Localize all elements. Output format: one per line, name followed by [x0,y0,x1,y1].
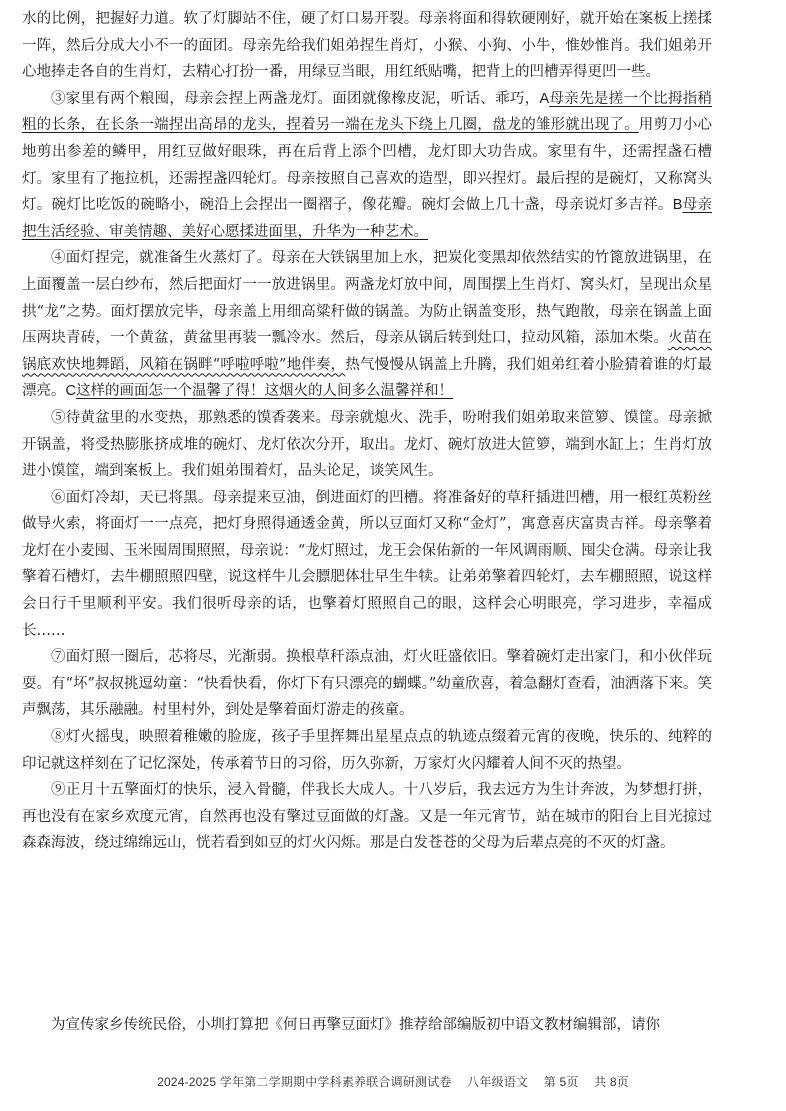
wavy-underlined-sentence: 火苗在锅底欢快地舞蹈，风箱在锅畔“呼啦呼啦”地伴奏， [22,330,713,373]
marker-c: C [65,383,76,400]
paragraph-4-text-b: 热气慢慢从锅盖上升腾，我们姐弟红着小脸猜着谁的灯最漂亮。 [22,356,712,400]
paragraph-3-text-a: ③家里有两个粮囤，母亲会捏上两盏龙灯。面团就像橡皮泥，听话、乖巧， [51,90,540,107]
footer-page-number: 第 5页 [543,1075,579,1089]
paragraph-8: ⑧灯火摇曳，映照着稚嫩的脸庞，孩子手里挥舞出星星点点的轨迹点缀着元宵的夜晚，快乐的、纯粹的印记就这样刻在了记忆深处，传承着节日的习俗，历久弥新，万家灯火闪耀着人间不灭的热望。 [22,729,712,772]
reading-passage [22,6,712,857]
footer-total-pages: 共 8页 [594,1075,629,1089]
underlined-sentence-a: 母亲先是搓一个比拇指稍粗的长条，在长条一端捏出高昂的龙头，捏着另一端在龙头下绕上几圈，盘龙的雏形就出现了。 [22,90,713,134]
paragraph-4-text-a: ④面灯捏完，就准备生火蒸灯了。母亲在大铁锅里加上水，把炭化变黑却依然结实的竹篦放进锅里，在上面覆盖一层白纱布，然后把面灯一一放进锅里。两盏龙灯放中间，周围摆上生肖灯、窝头灯，呈现出众星拱“龙”之势。面灯摆放完毕，母亲盖上用细高粱秆做的锅盖。为防止锅盖变形，热气跑散，母亲在锅盖上面压两块青砖，一个黄盆，黄盆里再装一瓢冷水。然后，母亲从锅后转到灶口，拉动风箱，添加木柴。 [22,250,712,347]
marker-a: A [539,90,550,107]
paragraph-7: ⑦面灯照一圈后，芯将尽，光渐弱。换根草秆添点油，灯火旺盛依旧。擎着碗灯走出家门，和小伙伴玩耍。有“坏”叔叔挑逗幼童：“快看快看，你灯下有只漂亮的蝴蝶。”幼童欣喜，着急翻灯查看，油洒落下来。笑声飘荡，其乐融融。村里村外，到处是擎着面灯游走的孩童。 [22,649,712,719]
underlined-sentence-b: 母亲把生活经验、审美情趣、美好心愿揉进面里，升华为一种艺术。 [22,197,713,240]
paragraph-6: ⑥面灯冷却，天已将黑。母亲提来豆油，倒进面灯的凹槽。将准备好的草秆插进凹槽，用一根红英粉丝做导火索，将面灯一一点亮，把灯身照得通透金黄，所以豆面灯又称“金灯”，寓意喜庆富贵吉祥。母亲擎着龙灯在小麦囤、玉米囤周围照照，母亲说：“龙灯照过，龙王会保佑新的一年风调雨顺、囤尖仓满。母亲让我擎着石槽灯，去牛棚照照四壁，说这样牛儿会膘肥体壮早生牛犊。让弟弟擎着四轮灯，去车棚照照，说这样会日行千里顺利平安。我们很听母亲的话，也擎着灯照照自己的眼，这样会心明眼亮，学习进步，幸福成长…… [22,489,712,639]
footer-exam-title: 2024-2025 学年第二学期期中学科素养联合调研测试卷 [157,1075,452,1089]
footer-subject: 八年级语文 [467,1075,529,1089]
underlined-sentence-c: 这样的画面怎一个温馨了得！这烟火的人间多么温馨祥和！ [75,383,453,400]
page-footer [0,1073,786,1090]
paragraph-9: ⑨正月十五擎面灯的快乐，浸入骨髓，伴我长大成人。十八岁后，我去远方为生计奔波，为梦想打拼，再也没有在家乡欢度元宵，自然再也没有擎过豆面做的灯盏。又是一年元宵节，站在城市的阳台上目光掠过森森海波，绕过绵绵远山，恍若看到如豆的灯火闪烁。那是白发苍苍的父母为后辈点亮的不灭的灯盏。 [22,782,712,852]
paragraph-3-text-b: 用剪刀小心地剪出参差的鳞甲，用红豆做好眼珠，再在后背上添个凹槽，龙灯即大功告成。家里有牛，还需捏盏石槽灯。家里有了拖拉机，还需捏盏四轮灯。母亲按照自己喜欢的造型，即兴捏灯。最后捏的是碗灯，又称窝头灯。碗灯比吃饭的碗略小，碗沿上会捏出一圈褶子，像花瓣。碗灯会做上几十盏，母亲说灯多吉祥。 [22,117,713,214]
paragraph-3 [22,86,712,246]
question-prompt: 为宣传家乡传统民俗，小圳打算把《何日再擎豆面灯》推荐给部编版初中语文教材编辑部，请你 [51,1017,660,1033]
paragraph-4 [22,245,712,405]
marker-b: B [672,197,683,214]
paragraph-continued: 水的比例，把握好力道。软了灯脚站不住，硬了灯口易开裂。母亲将面和得软硬刚好，就开始在案板上搓揉一阵，然后分成大小不一的面团。母亲先给我们姐弟捏生肖灯，小猴、小狗、小牛，惟妙惟肖。我们姐弟开心地捧走各自的生肖灯，去精心打扮一番，用绿豆当眼，用红纸贴嘴，把背上的凹槽弄得更凹一些。 [22,11,712,81]
paragraph-5: ⑤待黄盆里的水变热，那熟悉的馍香袭来。母亲就熄火、洗手，吩咐我们姐弟取来笸箩、馍筐。母亲掀开锅盖，将受热膨胀挤成堆的碗灯、龙灯依次分开，取出。龙灯、碗灯放进大笸箩，端到水缸上；生肖灯放进小馍筐，端到案板上。我们姐弟围着灯，品头论足，谈笑风生。 [22,409,712,480]
